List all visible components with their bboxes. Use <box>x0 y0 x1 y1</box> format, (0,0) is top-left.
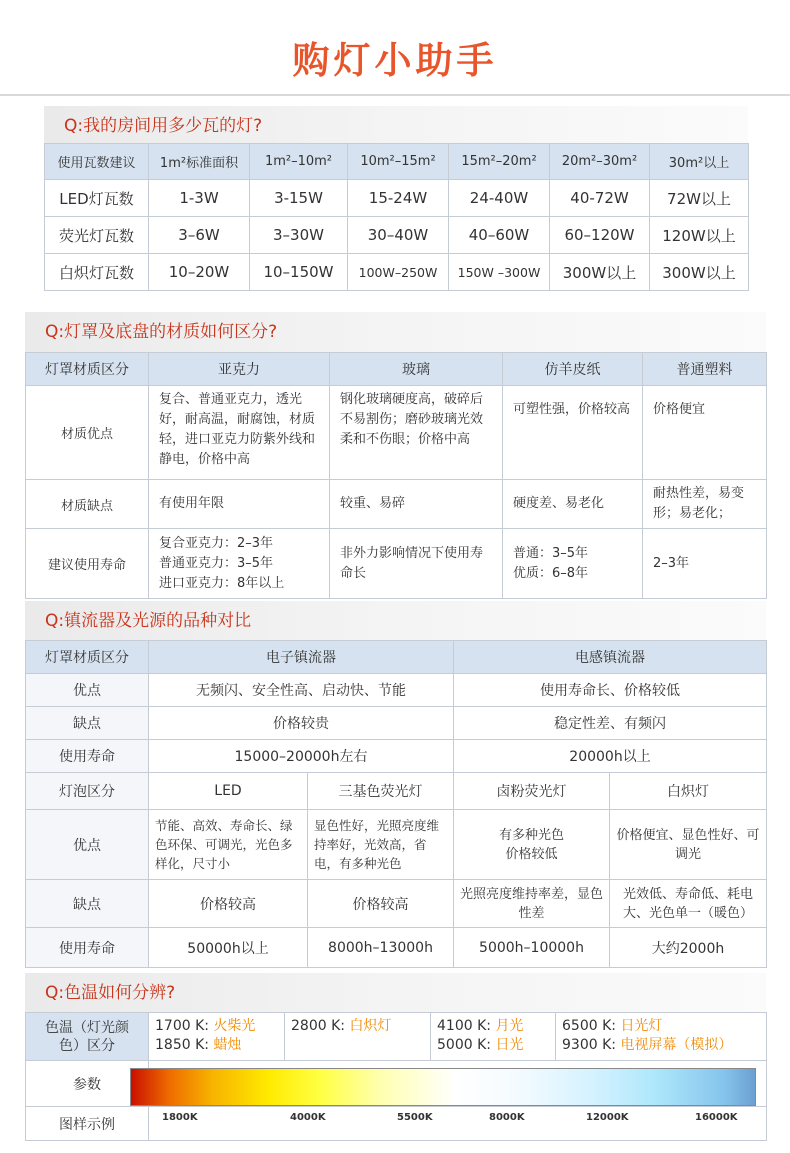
scale-label: 16000K <box>695 1112 738 1123</box>
bulb-type: LED <box>149 773 308 810</box>
table-cell: 3–6W <box>149 217 250 254</box>
row-label: 使用寿命 <box>26 928 149 968</box>
table-row <box>26 1107 767 1141</box>
row-label: 色温（灯光颜色）区分 <box>26 1013 149 1061</box>
row-label: 荧光灯瓦数 <box>45 217 149 254</box>
table-cell: 价格便宜 <box>643 386 767 480</box>
table-cell: 8000h–13000h <box>308 928 454 968</box>
table-cell: 可塑性强，价格较高 <box>503 386 643 480</box>
material-table <box>25 352 767 599</box>
table-cell: 15000–20000h左右 <box>149 740 454 773</box>
bulb-type: 卤粉荧光灯 <box>454 773 610 810</box>
table-row <box>45 180 749 217</box>
table-cell: 3–30W <box>250 217 348 254</box>
table-cell: 价格便宜、显色性好、可调光 <box>610 810 767 880</box>
header-cell: 灯罩材质区分 <box>26 353 149 386</box>
table-cell: 显色性好，光照亮度维持率好，光效高，省电，有多种光色 <box>308 810 454 880</box>
table-row <box>26 740 767 773</box>
section-1-header <box>44 106 748 146</box>
table-row <box>26 928 767 968</box>
title-bar <box>0 0 790 96</box>
table-cell: 有使用年限 <box>149 480 330 529</box>
section-2-header <box>25 312 766 352</box>
temp-cell <box>285 1013 431 1061</box>
temp-value: 9300 K: <box>562 1037 616 1053</box>
table-cell: 光效低、寿命低、耗电大、光色单一（暖色） <box>610 880 767 928</box>
table-cell: 硬度差、易老化 <box>503 480 643 529</box>
table-cell: 24-40W <box>449 180 550 217</box>
section-4-title: 色温如何分辨? <box>64 983 176 1003</box>
table-row <box>45 217 749 254</box>
section-1-title: 我的房间用多少瓦的灯? <box>83 116 263 136</box>
table-cell: 价格较贵 <box>149 707 454 740</box>
row-label: 缺点 <box>26 707 149 740</box>
table-cell: 300W以上 <box>650 254 749 291</box>
table-cell: 耐热性差，易变形；易老化； <box>643 480 767 529</box>
q-marker: Q: <box>64 116 84 136</box>
header-cell: 15m²–20m² <box>449 144 550 180</box>
temp-cell <box>149 1013 285 1061</box>
header-cell: 普通塑料 <box>643 353 767 386</box>
header-cell: 电子镇流器 <box>149 641 454 674</box>
table-row <box>26 529 767 599</box>
temp-value: 1700 K: <box>155 1018 209 1034</box>
table-header-row <box>26 353 767 386</box>
table-cell: 15-24W <box>348 180 449 217</box>
q-marker: Q: <box>45 983 65 1003</box>
table-cell: 复合亚克力：2–3年 普通亚克力：3–5年 进口亚克力：8年以上 <box>149 529 330 599</box>
temp-value: 5000 K: <box>437 1037 491 1053</box>
header-cell: 1m²标准面积 <box>149 144 250 180</box>
temp-cell <box>556 1013 767 1061</box>
temp-value: 4100 K: <box>437 1018 491 1034</box>
table-header-row <box>45 144 749 180</box>
table-cell: 较重、易碎 <box>330 480 503 529</box>
header-cell: 1m²–10m² <box>250 144 348 180</box>
table-row <box>26 880 767 928</box>
table-cell: 20000h以上 <box>454 740 767 773</box>
table-cell: 40-72W <box>550 180 650 217</box>
row-label: 图样示例 <box>26 1107 149 1141</box>
table-cell: 无频闪、安全性高、启动快、节能 <box>149 674 454 707</box>
table-cell: 光照亮度维持率差，显色性差 <box>454 880 610 928</box>
table-row <box>26 674 767 707</box>
table-cell: 120W以上 <box>650 217 749 254</box>
table-cell: 钢化玻璃硬度高，破碎后不易割伤；磨砂玻璃光效柔和不伤眼；价格中高 <box>330 386 503 480</box>
temp-source: 日光灯 <box>620 1018 663 1034</box>
row-label: LED灯瓦数 <box>45 180 149 217</box>
table-cell: 使用寿命长、价格较低 <box>454 674 767 707</box>
table-cell: 40–60W <box>449 217 550 254</box>
temp-source: 火柴光 <box>213 1018 256 1034</box>
table-cell: 普通：3–5年 优质：6–8年 <box>503 529 643 599</box>
table-row <box>26 386 767 480</box>
table-row <box>26 810 767 880</box>
wattage-table <box>44 143 749 291</box>
section-3-title: 镇流器及光源的品种对比 <box>64 611 252 631</box>
table-cell: 10–20W <box>149 254 250 291</box>
table-cell: 100W–250W <box>348 254 449 291</box>
color-temperature-gradient <box>130 1068 756 1106</box>
header-cell: 玻璃 <box>330 353 503 386</box>
table-row <box>26 1013 767 1061</box>
q-marker: Q: <box>45 611 65 631</box>
ballast-table <box>25 640 767 968</box>
header-cell: 亚克力 <box>149 353 330 386</box>
table-cell: 价格较高 <box>308 880 454 928</box>
temp-source: 月光 <box>495 1018 524 1034</box>
table-cell: 2–3年 <box>643 529 767 599</box>
row-label: 参数 <box>26 1061 149 1107</box>
table-cell: 非外力影响情况下使用寿命长 <box>330 529 503 599</box>
row-label: 使用寿命 <box>26 740 149 773</box>
header-cell: 电感镇流器 <box>454 641 767 674</box>
table-row <box>26 773 767 810</box>
table-cell: 3-15W <box>250 180 348 217</box>
temp-value: 6500 K: <box>562 1018 616 1034</box>
row-label: 优点 <box>26 810 149 880</box>
table-cell: 300W以上 <box>550 254 650 291</box>
temp-value: 1850 K: <box>155 1037 209 1053</box>
row-label: 建议使用寿命 <box>26 529 149 599</box>
row-label: 优点 <box>26 674 149 707</box>
header-cell: 20m²–30m² <box>550 144 650 180</box>
table-cell: 复合、普通亚克力，透光好，耐高温，耐腐蚀，材质轻，进口亚克力防紫外线和静电，价格中高 <box>149 386 330 480</box>
section-4-header <box>25 973 766 1013</box>
table-row <box>26 480 767 529</box>
table-cell: 大约2000h <box>610 928 767 968</box>
table-header-row <box>26 641 767 674</box>
table-cell: 有多种光色 价格较低 <box>454 810 610 880</box>
scale-cell <box>149 1107 767 1141</box>
table-cell: 150W –300W <box>449 254 550 291</box>
temp-source: 日光 <box>495 1037 524 1053</box>
scale-label: 1800K <box>162 1112 198 1123</box>
scale-label: 8000K <box>489 1112 525 1123</box>
table-cell: 60–120W <box>550 217 650 254</box>
row-label: 缺点 <box>26 880 149 928</box>
header-cell: 仿羊皮纸 <box>503 353 643 386</box>
section-2-title: 灯罩及底盘的材质如何区分? <box>64 322 278 342</box>
temp-cell <box>431 1013 556 1061</box>
scale-label: 12000K <box>586 1112 629 1123</box>
section-3-header <box>25 601 766 641</box>
table-cell: 30–40W <box>348 217 449 254</box>
bulb-type: 三基色荧光灯 <box>308 773 454 810</box>
header-cell: 灯罩材质区分 <box>26 641 149 674</box>
row-label: 材质优点 <box>26 386 149 480</box>
table-cell: 72W以上 <box>650 180 749 217</box>
table-cell: 50000h以上 <box>149 928 308 968</box>
table-cell: 价格较高 <box>149 880 308 928</box>
table-cell: 稳定性差、有频闪 <box>454 707 767 740</box>
row-label: 材质缺点 <box>26 480 149 529</box>
header-cell: 10m²–15m² <box>348 144 449 180</box>
scale-label: 5500K <box>397 1112 433 1123</box>
page-title: 购灯小助手 <box>292 39 498 82</box>
row-label: 白炽灯瓦数 <box>45 254 149 291</box>
table-cell: 10–150W <box>250 254 348 291</box>
temp-source: 白炽灯 <box>349 1018 392 1034</box>
table-row <box>26 707 767 740</box>
temp-source: 蜡烛 <box>213 1037 242 1053</box>
q-marker: Q: <box>45 322 65 342</box>
table-cell: 5000h–10000h <box>454 928 610 968</box>
table-row <box>45 254 749 291</box>
header-cell: 使用瓦数建议 <box>45 144 149 180</box>
temp-value: 2800 K: <box>291 1018 345 1034</box>
temp-source: 电视屏幕（模拟） <box>620 1037 733 1053</box>
table-cell: 节能、高效、寿命长、绿色环保、可调光，光色多样化，尺寸小 <box>149 810 308 880</box>
scale-label: 4000K <box>290 1112 326 1123</box>
table-cell: 1-3W <box>149 180 250 217</box>
header-cell: 30m²以上 <box>650 144 749 180</box>
bulb-type: 白炽灯 <box>610 773 767 810</box>
row-label: 灯泡区分 <box>26 773 149 810</box>
